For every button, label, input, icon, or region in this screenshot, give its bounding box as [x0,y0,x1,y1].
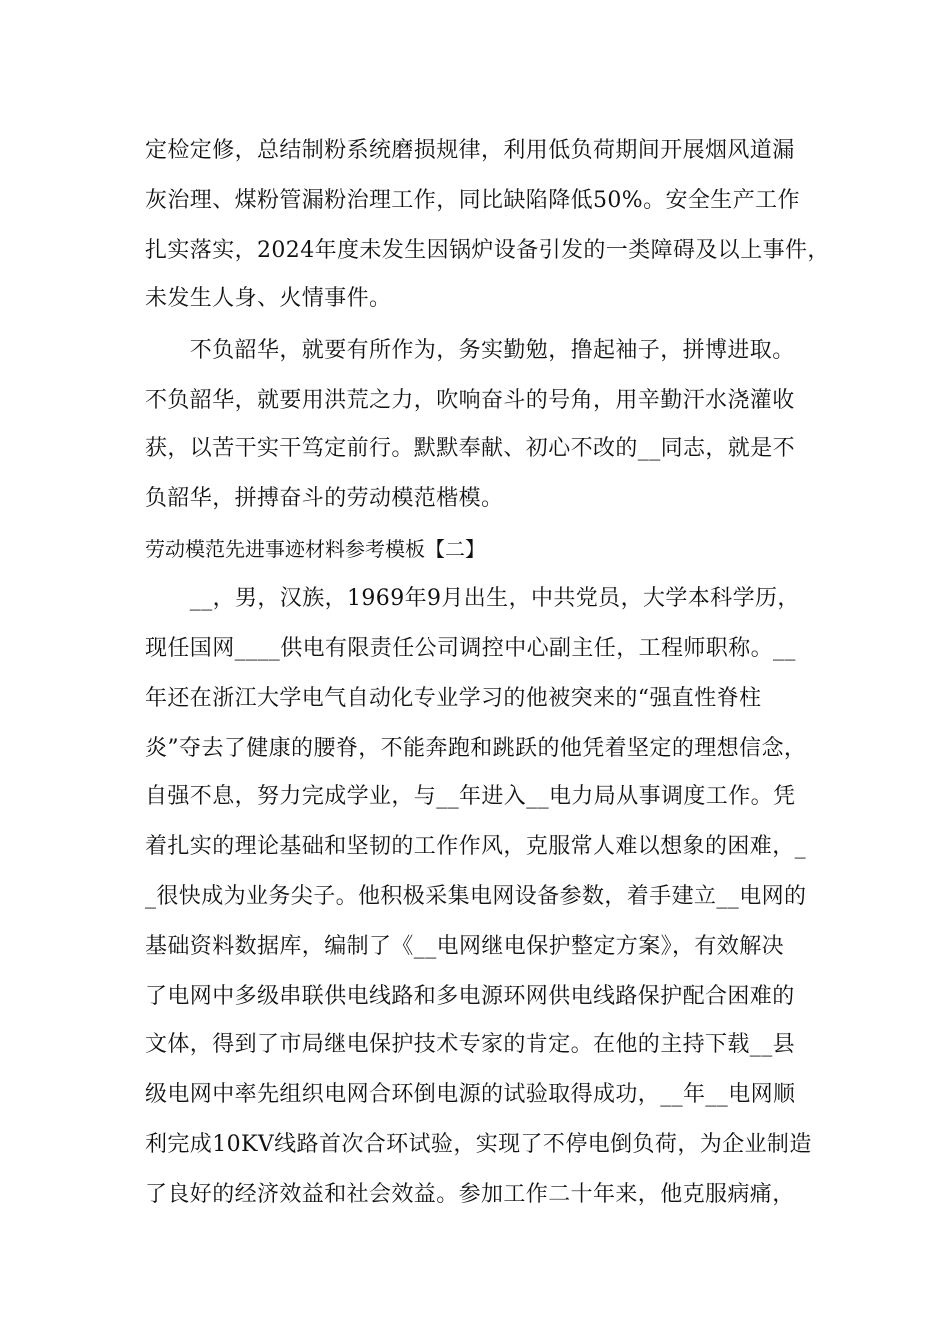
paragraph-3-line-5: 自强不息，努力完成学业，与__年进入__电力局从事调度工作。凭 [145,784,796,809]
section-heading: 劳动模范先进事迹材料参考模板【二】 [145,537,485,561]
paragraph-2-line-2: 不负韶华，就要用洪荒之力，吹响奋斗的号角，用辛勤汗水浇灌收 [145,388,795,413]
paragraph-3-line-6: 着扎实的理论基础和坚韧的工作作风，克服常人难以想象的困难，_ [145,834,807,859]
paragraph-3-line-10: 文体，得到了市局继电保护技术专家的肯定。在他的主持下载__县 [145,1032,796,1057]
paragraph-3-line-7: _很快成为业务尖子。他积极采集电网设备参数，着手建立__电网的 [145,884,807,909]
paragraph-1-line-4: 未发生人身、火情事件。 [145,286,392,311]
paragraph-1-line-2: 灰治理、煤粉管漏粉治理工作，同比缺陷降低50%。安全生产工作 [145,188,800,213]
paragraph-1-line-3: 扎实落实，2024年度未发生因锅炉设备引发的一类障碍及以上事件， [145,238,830,263]
paragraph-3-line-3: 年还在浙江大学电气自动化专业学习的他被突来的“强直性脊柱 [145,686,762,711]
paragraph-3-line-4: 炎”夺去了健康的腰脊，不能奔跑和跳跃的他凭着坚定的理想信念， [145,736,807,761]
paragraph-2-line-4: 负韶华，拼搏奋斗的劳动模范楷模。 [145,486,504,511]
paragraph-2-line-3: 获，以苦干实干笃定前行。默默奉献、初心不改的__同志，就是不 [145,436,796,461]
paragraph-3-line-13: 了良好的经济效益和社会效益。参加工作二十年来，他克服病痛， [145,1182,795,1207]
paragraph-3-line-9: 了电网中多级串联供电线路和多电源环网供电线路保护配合困难的 [145,984,795,1009]
paragraph-1-line-1: 定检定修，总结制粉系统磨损规律，利用低负荷期间开展烟风道漏 [145,138,795,163]
paragraph-3-line-11: 级电网中率先组织电网合环倒电源的试验取得成功，__年__电网顺 [145,1082,796,1107]
paragraph-3-line-12: 利完成10KV线路首次合环试验，实现了不停电倒负荷，为企业制造 [145,1132,812,1157]
paragraph-3-line-1: __，男，汉族，1969年9月出生，中共党员，大学本科学历， [145,586,800,611]
paragraph-3-line-8: 基础资料数据库，编制了《__电网继电保护整定方案》，有效解决 [145,934,785,959]
paragraph-2-line-1: 不负韶华，就要有所作为，务实勤勉，撸起袖子，拼博进取。 [145,338,795,363]
paragraph-3-line-2: 现任国网____供电有限责任公司调控中心副主任，工程师职称。__ [145,636,796,661]
